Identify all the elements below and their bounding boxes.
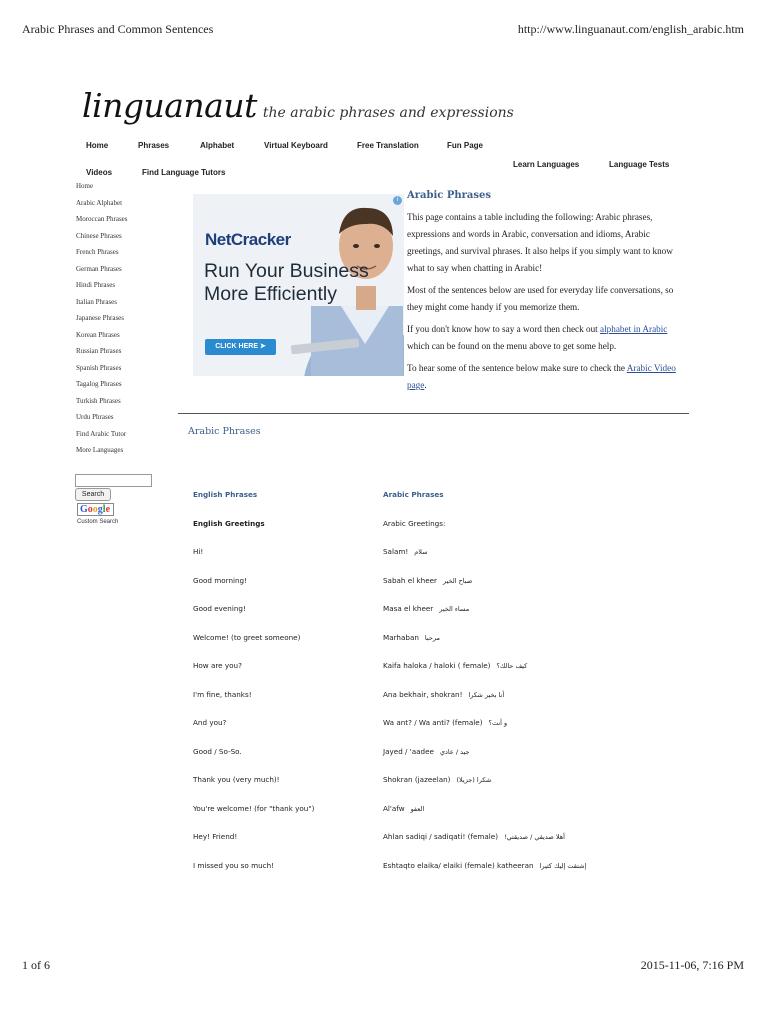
section-divider (178, 413, 689, 414)
sidebar-item-turkish[interactable]: Turkish Phrases (76, 396, 121, 405)
ad-click-here-button[interactable]: CLICK HERE ➤ (205, 339, 276, 355)
intro-title: Arabic Phrases (407, 190, 492, 201)
phrases-table (193, 490, 613, 889)
arabic-script: شكرا (جزيلا) (456, 776, 492, 784)
table-header-row (193, 490, 613, 519)
sidebar-item-hindi[interactable]: Hindi Phrases (76, 281, 116, 289)
nav-learn-languages[interactable]: Learn Languages (513, 160, 580, 169)
print-timestamp: 2015-11-06, 7:16 PM (640, 958, 744, 972)
arabic-script: العفو (410, 804, 425, 813)
english-phrase: Welcome! (to greet someone) (193, 632, 301, 642)
transliteration: Salam! (383, 547, 409, 556)
netcracker-ad[interactable] (193, 194, 404, 376)
table-row (193, 861, 613, 890)
ad-headline: Run Your Business More Efficiently (204, 260, 369, 305)
table-row (193, 547, 613, 576)
intro-paragraph-2: Most of the sentences below are used for everyday life conversations, so they might come handy if you memorize them. (407, 285, 674, 312)
english-phrase: Hi! (193, 547, 204, 556)
sidebar-item-german[interactable]: German Phrases (76, 264, 122, 273)
intro-p4-text: To hear some of the sentence below make sure to check the (407, 363, 627, 373)
english-phrase: Good evening! (193, 604, 246, 613)
english-phrase: English Greetings (193, 518, 265, 528)
arabic-script: و أنت؟ (488, 719, 508, 727)
nav-alphabet[interactable]: Alphabet (200, 141, 235, 150)
sidebar-item-japanese[interactable]: Japanese Phrases (76, 314, 125, 322)
table-row (193, 633, 613, 662)
arabic-phrase (383, 747, 470, 756)
sidebar-item-italian[interactable]: Italian Phrases (76, 297, 118, 306)
arabic-phrase (383, 633, 440, 642)
nav-videos[interactable]: Videos (86, 168, 113, 177)
table-row (193, 747, 613, 776)
nav-fun-page[interactable]: Fun Page (447, 141, 484, 150)
nav-find-tutors[interactable]: Find Language Tutors (142, 168, 226, 177)
arabic-script: سلام (414, 548, 428, 556)
nav-home[interactable]: Home (86, 141, 109, 150)
arabic-script: أهلا صديقي / صديقتي! (504, 833, 565, 841)
arabic-script: إشتقت إليك كثيرا (539, 861, 587, 870)
english-phrase: And you? (193, 718, 227, 727)
transliteration: Masa el kheer (383, 604, 434, 613)
sidebar-item-russian[interactable]: Russian Phrases (76, 347, 122, 355)
search-button[interactable]: Search (75, 488, 111, 501)
table-row (193, 832, 613, 861)
english-phrase: Thank you (very much)! (193, 775, 280, 784)
page-number: 1 of 6 (22, 958, 50, 972)
print-title: Arabic Phrases and Common Sentences (22, 22, 214, 36)
arabic-phrase (383, 576, 472, 585)
sidebar (76, 182, 176, 463)
sidebar-item-arabic-alphabet[interactable]: Arabic Alphabet (76, 198, 123, 207)
arabic-phrase (383, 604, 469, 613)
arabic-phrase (383, 804, 424, 813)
nav-phrases[interactable]: Phrases (138, 141, 170, 150)
arabic-script: كيف حالك؟ (496, 662, 528, 670)
intro-paragraph-3 (407, 321, 683, 355)
transliteration: Marhaban (383, 632, 419, 642)
sidebar-item-urdu[interactable]: Urdu Phrases (76, 413, 114, 421)
sidebar-item-korean[interactable]: Korean Phrases (76, 330, 120, 339)
transliteration: Ahlan sadiqi / sadiqati! (female) (383, 832, 499, 841)
table-row (193, 775, 613, 804)
arabic-script: جيد / عادي (439, 747, 470, 756)
transliteration: Al'afw (383, 803, 405, 813)
intro-p3-text: If you don't know how to say a word then check out (407, 324, 601, 334)
sidebar-item-french[interactable]: French Phrases (76, 248, 119, 256)
sidebar-item-chinese[interactable]: Chinese Phrases (76, 231, 122, 240)
table-row (193, 718, 613, 747)
intro-p4-text-end: . (424, 380, 427, 390)
nav-virtual-keyboard[interactable]: Virtual Keyboard (264, 141, 328, 150)
intro-p3-text-end: which can be found on the menu above to get some help. (407, 341, 617, 351)
alphabet-link[interactable]: alphabet in Arabic (600, 324, 668, 334)
table-row (193, 661, 613, 690)
sidebar-item-more-languages[interactable]: More Languages (76, 446, 124, 454)
sidebar-item-find-tutor[interactable]: Find Arabic Tutor (76, 429, 127, 438)
table-row (193, 690, 613, 719)
transliteration: Sabah el kheer (383, 575, 437, 585)
site-logo[interactable] (82, 86, 514, 125)
sidebar-item-home[interactable]: Home (76, 182, 94, 190)
arabic-script: مرحبا (424, 633, 440, 642)
header-arabic: Arabic Phrases (383, 490, 444, 499)
header-english: English Phrases (193, 490, 258, 499)
transliteration: Arabic Greetings: (383, 518, 446, 528)
sidebar-item-moroccan[interactable]: Moroccan Phrases (76, 215, 128, 223)
arabic-phrase (383, 775, 491, 784)
arabic-phrase (383, 832, 565, 841)
english-phrase: I'm fine, thanks! (193, 689, 252, 699)
arabic-phrase (383, 661, 527, 670)
search-input[interactable] (75, 474, 152, 487)
ad-info-icon[interactable]: i (393, 196, 402, 205)
arabic-phrase (383, 547, 428, 556)
nav-free-translation[interactable]: Free Translation (357, 141, 419, 150)
custom-search-label: Custom Search (77, 519, 119, 525)
transliteration: Wa ant? / Wa anti? (female) (383, 718, 483, 727)
intro-paragraph-1: This page contains a table including the following: Arabic phrases, expressions and words in Arabic, conversation and idioms, Arabic greetings, and survival phrases. It also helps if you simply want to know what to say when chatting in Arabic! (407, 212, 673, 273)
ad-brand: NetCracker (205, 230, 291, 249)
print-url[interactable]: http://www.linguanaut.com/english_arabic.htm (517, 22, 744, 36)
google-logo: Google (77, 503, 114, 516)
section-title: Arabic Phrases (188, 426, 261, 437)
arabic-video-link[interactable]: Arabic Video page (407, 363, 676, 390)
arabic-phrase (383, 861, 586, 870)
arabic-script: مساء الخير (439, 605, 470, 613)
table-row (193, 604, 613, 633)
transliteration: Ana bekhair, shokran! (383, 689, 463, 699)
english-phrase: You're welcome! (for "thank you") (193, 803, 315, 813)
logo-text: linguanaut (82, 86, 257, 125)
arabic-phrase (383, 519, 445, 528)
intro-section (407, 190, 683, 399)
table-row (193, 519, 613, 548)
english-phrase: Hey! Friend! (193, 832, 238, 841)
nav-language-tests[interactable]: Language Tests (609, 160, 670, 169)
english-phrase: Good morning! (193, 575, 247, 585)
arabic-phrase (383, 718, 507, 727)
arabic-script: أنا بخير شكرا (468, 690, 505, 699)
sidebar-item-spanish[interactable]: Spanish Phrases (76, 363, 122, 372)
transliteration: Kaifa haloka / haloki ( female) (383, 661, 491, 670)
arabic-script: صباح الخير (443, 576, 473, 585)
sidebar-item-tagalog[interactable]: Tagalog Phrases (76, 380, 122, 388)
arabic-phrase (383, 690, 504, 699)
table-row (193, 804, 613, 833)
transliteration: Eshtaqto elaika/ elaiki (female) katheeran (383, 860, 534, 870)
table-row (193, 576, 613, 605)
transliteration: Jayed / 'aadee (383, 746, 434, 756)
english-phrase: How are you? (193, 661, 242, 670)
logo-tagline: the arabic phrases and expressions (262, 105, 514, 121)
intro-paragraph-4 (407, 360, 683, 394)
english-phrase: I missed you so much! (193, 860, 275, 870)
english-phrase: Good / So-So. (193, 746, 242, 756)
transliteration: Shokran (jazeelan) (383, 775, 451, 784)
